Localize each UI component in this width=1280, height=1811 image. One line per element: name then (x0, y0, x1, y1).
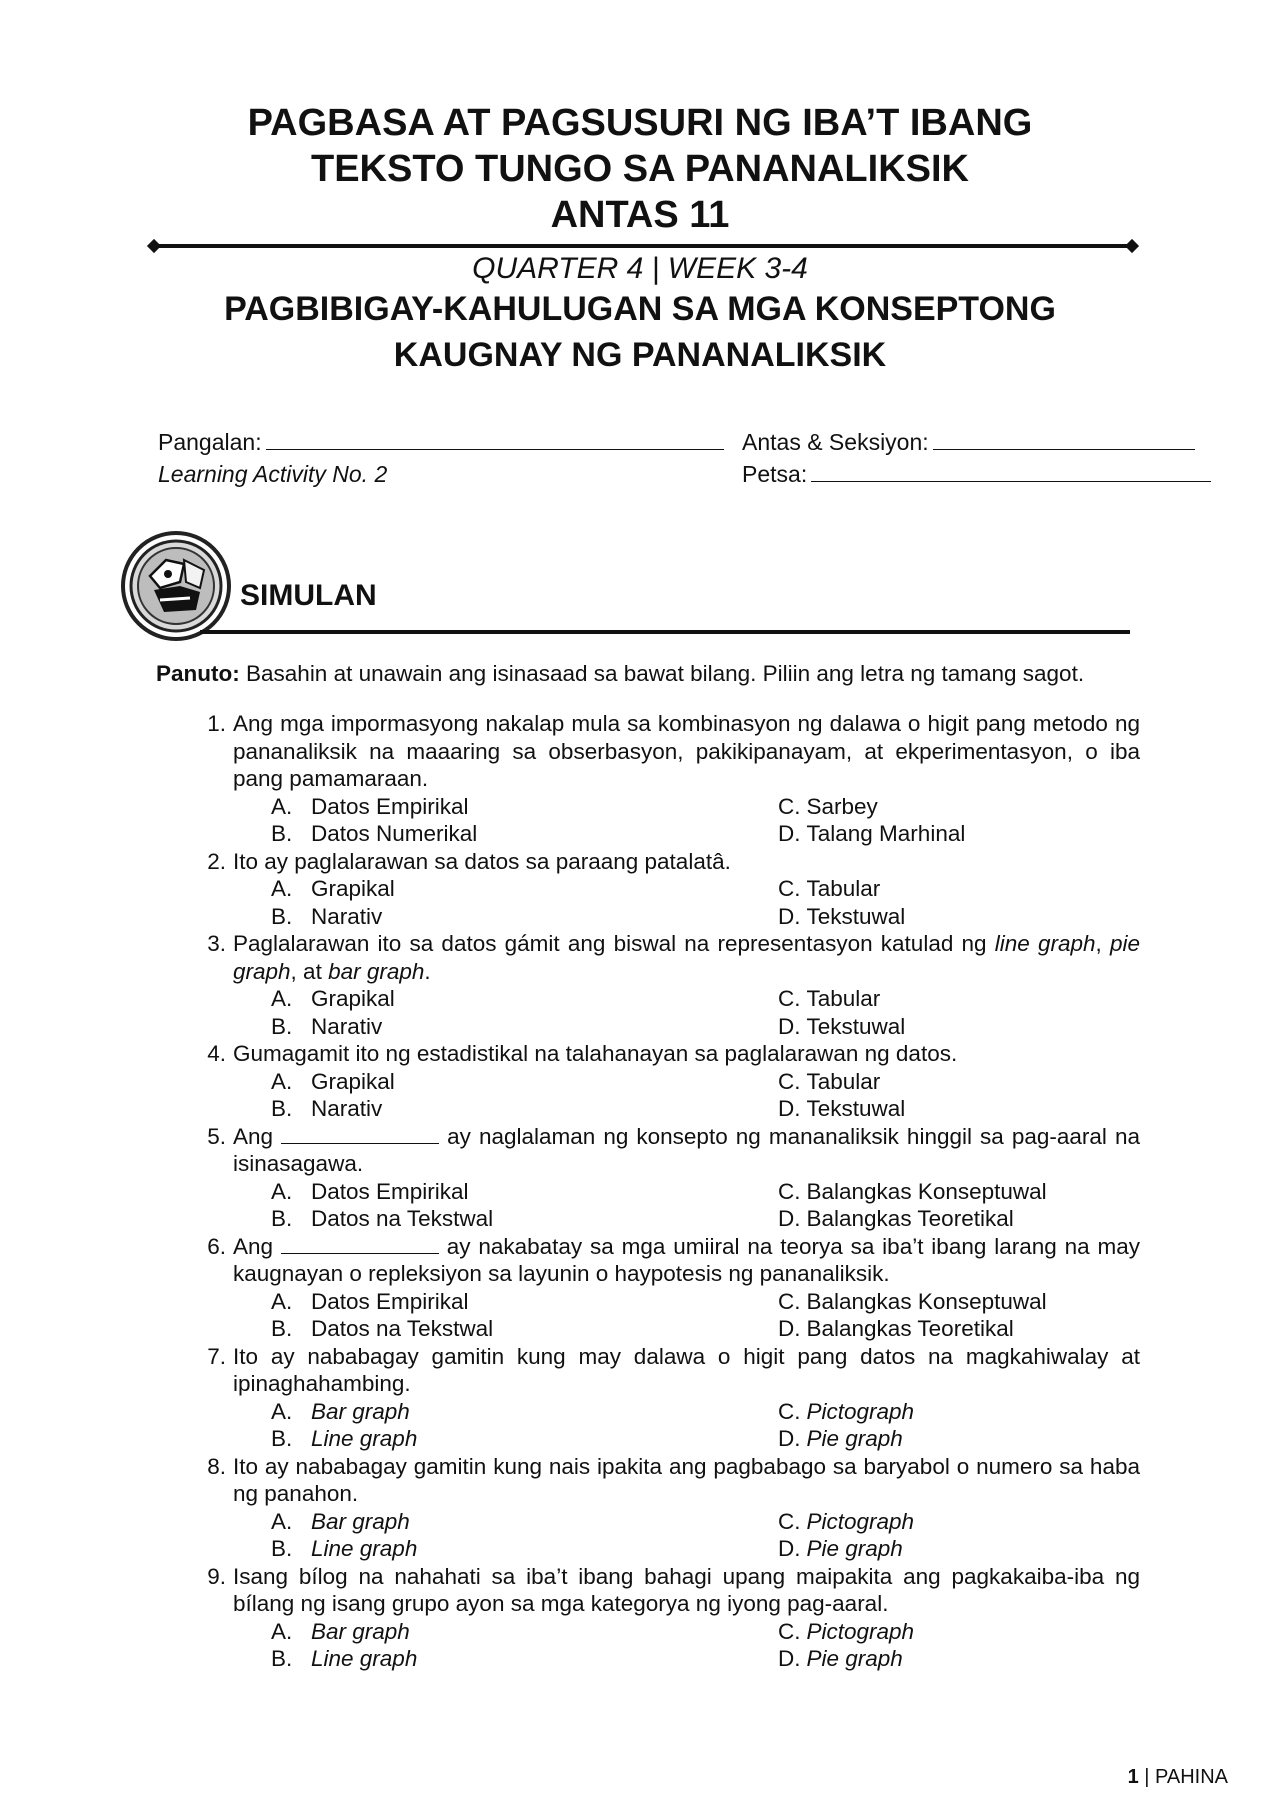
question-number: 2. (207, 848, 226, 874)
question-9 (150, 1563, 1140, 1673)
option-c[interactable]: C. Pictograph (778, 1508, 915, 1534)
lesson-title-line-1: PAGBIBIGAY-KAHULUGAN SA MGA KONSEPTONG (224, 290, 1056, 328)
question-5 (150, 1123, 1140, 1233)
option-d[interactable]: D. Balangkas Teoretikal (778, 1206, 1014, 1231)
question-number: 1. (207, 711, 226, 736)
option-c[interactable]: C. Tabular (778, 876, 881, 901)
grade-section-label: Antas & Seksiyon: (742, 429, 929, 455)
page-label: | PAHINA (1144, 1766, 1228, 1788)
question-number: 5. (207, 1123, 226, 1149)
question-stem: Ang mga impormasyong nakalap mula sa kombinasyon ng dalawa o higit pang metodo ng pananaliksik na maaaring sa obserbasyon, pakikipanayam, at ekperimentasyon, o iba pang pamamaraan. (233, 711, 1140, 791)
header (0, 100, 1280, 238)
option-d[interactable]: D. Pie graph (778, 1646, 903, 1671)
grade-section-blank[interactable] (933, 430, 1195, 450)
question-4 (150, 1040, 1140, 1123)
question-number: 6. (207, 1233, 226, 1259)
option-d[interactable]: D. Pie graph (778, 1426, 903, 1451)
section-divider (200, 630, 1130, 634)
option-c[interactable]: C. Pictograph (778, 1398, 915, 1424)
page-footer (1128, 1764, 1228, 1790)
question-1 (150, 710, 1140, 848)
question-stem: Ito ay nababagay gamitin kung may dalawa o higit pang datos na magkahiwalay at ipinaghahambing. (233, 1343, 1140, 1396)
question-list (150, 710, 1140, 1673)
answer-blank[interactable] (281, 1126, 439, 1144)
activity-number (158, 460, 387, 488)
option-b[interactable]: B. Line graph (271, 1536, 418, 1561)
question-3 (150, 930, 1140, 1040)
question-number: 7. (207, 1343, 226, 1369)
option-a[interactable]: A. Grapikal (271, 986, 395, 1011)
option-c[interactable]: C. Balangkas Konseptuwal (778, 1178, 1047, 1204)
page-number: 1 (1127, 1766, 1139, 1788)
question-stem: Gumagamit ito ng estadistikal na talahanayan sa paglalarawan ng datos. (233, 1041, 958, 1066)
name-field[interactable] (158, 428, 724, 456)
question-7 (150, 1343, 1140, 1453)
name-label: Pangalan: (158, 429, 262, 455)
option-a[interactable]: A. Bar graph (271, 1508, 410, 1534)
option-b[interactable]: B. Line graph (271, 1646, 418, 1671)
question-stem: Ito ay paglalarawan sa datos sa paraang patalatâ. (233, 848, 731, 874)
question-8 (150, 1453, 1140, 1563)
option-c[interactable]: C. Pictograph (778, 1618, 915, 1644)
answer-blank[interactable] (281, 1236, 439, 1254)
simulan-badge-icon (120, 530, 232, 642)
date-blank[interactable] (811, 462, 1211, 482)
option-d[interactable]: D. Tekstuwal (778, 1013, 906, 1039)
option-d[interactable]: D. Tekstuwal (778, 903, 906, 929)
title-line-1: PAGBASA AT PAGSUSURI NG IBA’T IBANG (247, 102, 1033, 144)
option-c[interactable]: C. Tabular (778, 986, 881, 1011)
question-stem: Ang ay nakabatay sa mga umiiral na teorya sa iba’t ibang larang na may kaugnayan o repleksiyon sa layunin o haypotesis ng pananaliksik. (233, 1233, 1140, 1286)
option-b[interactable]: B. Datos na Tekstwal (271, 1316, 494, 1341)
option-c[interactable]: C. Sarbey (778, 793, 878, 819)
option-b[interactable]: B. Datos na Tekstwal (271, 1206, 494, 1231)
option-d[interactable]: D. Tekstuwal (778, 1096, 906, 1121)
option-d[interactable]: D. Pie graph (778, 1536, 903, 1561)
instructions (156, 660, 1136, 688)
option-b[interactable]: B. Datos Numerikal (271, 821, 478, 846)
option-a[interactable]: A. Bar graph (271, 1618, 410, 1644)
option-d[interactable]: D. Balangkas Teoretikal (778, 1316, 1014, 1341)
instructions-label: Panuto: (156, 661, 240, 686)
option-b[interactable]: B. Narativ (271, 903, 383, 929)
quarter-week: QUARTER 4 | WEEK 3-4 (472, 252, 808, 285)
question-number: 3. (207, 931, 226, 956)
option-a[interactable]: A. Datos Empirikal (271, 793, 469, 819)
title-line-2: TEKSTO TUNGO SA PANANALIKSIK (311, 148, 969, 190)
option-a[interactable]: A. Grapikal (271, 1068, 395, 1094)
option-a[interactable]: A. Datos Empirikal (271, 1288, 469, 1314)
option-a[interactable]: A. Grapikal (271, 876, 395, 901)
activity-label: Learning Activity No. 2 (158, 461, 388, 487)
question-2 (150, 848, 1140, 931)
option-b[interactable]: B. Line graph (271, 1426, 418, 1451)
question-6 (150, 1233, 1140, 1343)
option-d[interactable]: D. Talang Marhinal (778, 821, 966, 846)
date-field[interactable] (742, 460, 1211, 488)
title-line-3: ANTAS 11 (550, 194, 730, 236)
question-number: 8. (207, 1453, 226, 1479)
section-title: SIMULAN (240, 579, 377, 612)
question-stem: Isang bílog na nahahati sa iba’t ibang bahagi upang maipakita ang pagkakaiba-iba ng bílang ng isang grupo ayon sa mga kategorya ng iyong pag-aaral. (233, 1563, 1140, 1616)
option-b[interactable]: B. Narativ (271, 1013, 383, 1039)
question-stem: Paglalarawan ito sa datos gámit ang biswal na representasyon katulad ng line graph, pie graph, at bar graph. (233, 931, 1140, 984)
instructions-text: Basahin at unawain ang isinasaad sa bawat bilang. Piliin ang letra ng tamang sagot. (246, 661, 1085, 686)
date-label: Petsa: (742, 461, 808, 487)
grade-section-field[interactable] (742, 428, 1195, 456)
option-b[interactable]: B. Narativ (271, 1096, 383, 1121)
lesson-title-line-2: KAUGNAY NG PANANALIKSIK (393, 336, 887, 374)
question-number: 4. (207, 1041, 226, 1066)
option-c[interactable]: C. Tabular (778, 1068, 881, 1094)
option-a[interactable]: A. Datos Empirikal (271, 1178, 469, 1204)
name-blank[interactable] (266, 430, 724, 450)
question-number: 9. (207, 1563, 226, 1589)
question-stem: Ang ay naglalaman ng konsepto ng mananaliksik hinggil sa pag-aaral na isinasagawa. (233, 1123, 1140, 1176)
option-c[interactable]: C. Balangkas Konseptuwal (778, 1288, 1047, 1314)
lesson-title (0, 286, 1280, 378)
option-a[interactable]: A. Bar graph (271, 1398, 410, 1424)
question-stem: Ito ay nababagay gamitin kung nais ipakita ang pagbabago sa baryabol o numero sa haba ng panahon. (233, 1453, 1140, 1506)
